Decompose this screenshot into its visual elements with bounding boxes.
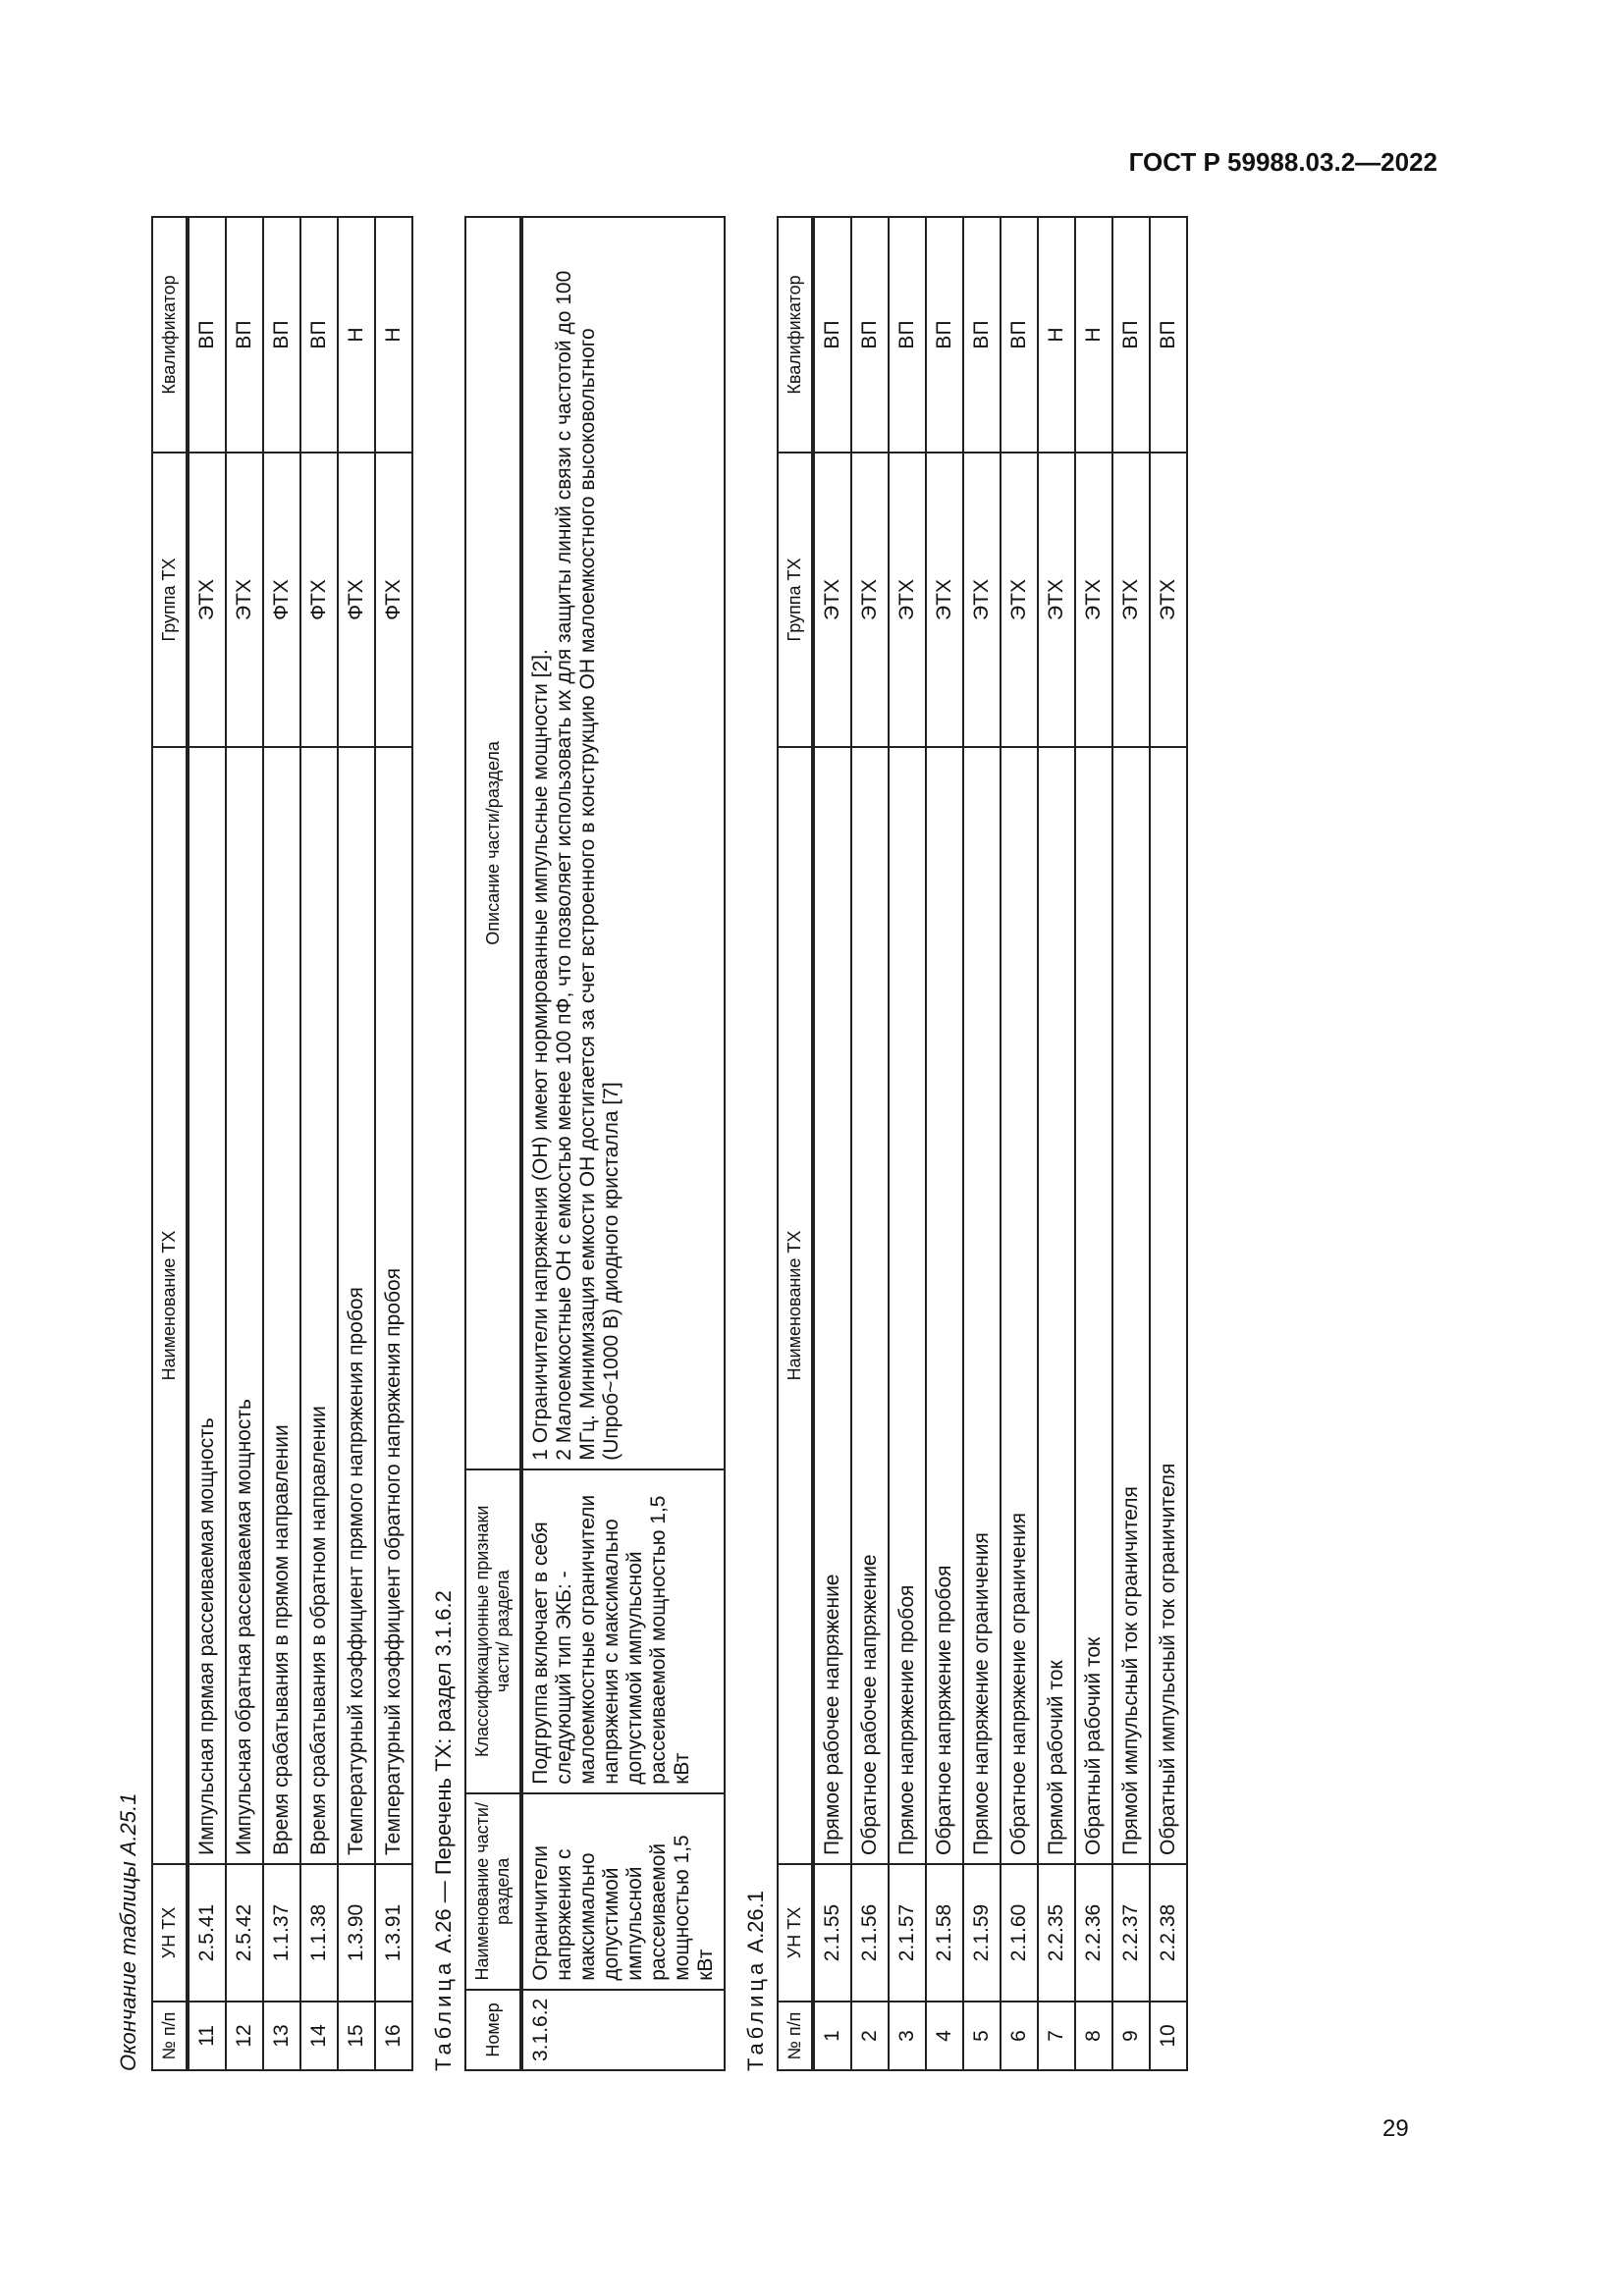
table-cell: 5 [963,2002,1001,2070]
col-header: Классификационные признаки части/ раздела [465,1469,521,1793]
table-cell: Прямое напряжение ограничения [963,747,1001,1864]
table-cell: ВП [889,217,926,453]
table-row [813,217,851,2070]
table-cell: Н [1075,217,1112,453]
table-cell: 2 [851,2002,889,2070]
table-cell: 2.1.56 [851,1864,889,2002]
table-row [851,217,889,2070]
table-cell: Обратное рабочее напряжение [851,747,889,1864]
table-cell: Прямое рабочее напряжение [813,747,851,1864]
section-description [521,217,725,1469]
table-a26-1 [777,216,1188,2071]
col-header: УН ТХ [152,1864,188,2002]
section-features: Подгруппа включает в себя следующий тип ЭКБ: - малоемкостные ограничители напряжения с максимально допустимой импульсной рассеиваемой мощностью 1,5 кВт [521,1469,725,1793]
table-cell: 14 [300,2002,338,2070]
table-cell: ЭТХ [1001,453,1038,747]
table-cell: 1 [813,2002,851,2070]
table-row [375,217,412,2070]
table-cell: ВП [963,217,1001,453]
table-cell: 2.1.58 [926,1864,963,2002]
table-cell: 16 [375,2002,412,2070]
table-cell: Н [1038,217,1075,453]
col-header: Группа ТХ [778,453,813,747]
col-header: Наименование части/ раздела [465,1793,521,1990]
table-cell: ЭТХ [889,453,926,747]
table-cell: Время срабатывания в прямом направлении [263,747,300,1864]
table-cell: 9 [1112,2002,1150,2070]
table-row [300,217,338,2070]
table-cell: ВП [1001,217,1038,453]
table-cell: ФТХ [263,453,300,747]
table-cell: 4 [926,2002,963,2070]
table-cell: Н [375,217,412,453]
table-cell: 2.5.42 [226,1864,263,2002]
table-row [226,217,263,2070]
table-cell: 3 [889,2002,926,2070]
table-cell: ВП [188,217,226,453]
table-row [1001,217,1038,2070]
table-cell: Обратный рабочий ток [1075,747,1112,1864]
table-row [1075,217,1112,2070]
table-cell: ФТХ [300,453,338,747]
table-cell: 12 [226,2002,263,2070]
table-row [963,217,1001,2070]
table-cell: 2.1.57 [889,1864,926,2002]
table-cell: ЭТХ [926,453,963,747]
table-cell: 6 [1001,2002,1038,2070]
table-cell: Обратное напряжение ограничения [1001,747,1038,1864]
table-cell: 1.1.38 [300,1864,338,2002]
table-cell: 2.1.59 [963,1864,1001,2002]
table-cell: ВП [1150,217,1187,453]
table-cell: ВП [813,217,851,453]
table-cell: Обратное напряжение пробоя [926,747,963,1864]
table-cell: 2.5.41 [188,1864,226,2002]
table-cell: Прямой импульсный ток ограничителя [1112,747,1150,1864]
table-cell: 8 [1075,2002,1112,2070]
col-header: Квалификатор [152,217,188,453]
table-cell: Температурный коэффициент обратного напряжения пробоя [375,747,412,1864]
section-name: Ограничители напряжения с максимально допустимой импульсной рассеиваемой мощностью 1,5 кВт [521,1793,725,1990]
table-cell: ЭТХ [1038,453,1075,747]
table-cell: 2.2.35 [1038,1864,1075,2002]
caption-text: А.26 — Перечень ТХ: раздел 3.1.6.2 [431,1590,456,1953]
table-cell: 1.3.91 [375,1864,412,2002]
section-number: 3.1.6.2 [521,1990,725,2070]
table-cell: 2.2.36 [1075,1864,1112,2002]
table-cell: ЭТХ [1150,453,1187,747]
table-row [338,217,375,2070]
col-header: № п/п [778,2002,813,2070]
table-row [1112,217,1150,2070]
caption-prefix: Таблица [743,1958,768,2071]
table-cell: ВП [300,217,338,453]
table-cell: Время срабатывания в обратном направлении [300,747,338,1864]
table-row [188,217,226,2070]
table-cell: Обратный импульсный ток ограничителя [1150,747,1187,1864]
table-cell: 10 [1150,2002,1187,2070]
table-cell: 1.3.90 [338,1864,375,2002]
table-cell: 13 [263,2002,300,2070]
table-cell: 2.1.60 [1001,1864,1038,2002]
table-a25-1-title: Окончание таблицы А.25.1 [116,1792,140,2071]
table-cell: Температурный коэффициент прямого напряжения пробоя [338,747,375,1864]
table-cell: ЭТХ [1112,453,1150,747]
col-header: № п/п [152,2002,188,2070]
table-cell: ФТХ [375,453,412,747]
table-cell: 7 [1038,2002,1075,2070]
table-a25-1 [151,216,413,2071]
table-cell: 11 [188,2002,226,2070]
table-cell: ЭТХ [963,453,1001,747]
col-header: Группа ТХ [152,453,188,747]
page-number: 29 [1382,2115,1409,2142]
table-cell: Н [338,217,375,453]
table-cell: ВП [851,217,889,453]
table-row [521,217,725,2070]
table-cell: ВП [1112,217,1150,453]
table-cell: Импульсная прямая рассеиваемая мощность [188,747,226,1864]
table-cell: ВП [926,217,963,453]
table-cell: Прямое напряжение пробоя [889,747,926,1864]
table-a26-caption [431,216,457,2071]
rotated-page-content [116,216,1188,2071]
document-header: ГОСТ Р 59988.03.2—2022 [1128,147,1437,177]
table-cell: ВП [226,217,263,453]
table-a26 [464,216,726,2071]
table-cell: 15 [338,2002,375,2070]
col-header: Номер [465,1990,521,2070]
table-cell: 2.1.55 [813,1864,851,2002]
table-cell: 1.1.37 [263,1864,300,2002]
caption-prefix: Таблица [431,1958,456,2071]
table-cell: ЭТХ [188,453,226,747]
table-cell: 2.2.38 [1150,1864,1187,2002]
table-row [889,217,926,2070]
table-cell: 2.2.37 [1112,1864,1150,2002]
table-cell: ФТХ [338,453,375,747]
table-row [1150,217,1187,2070]
col-header: УН ТХ [778,1864,813,2002]
table-cell: ЭТХ [226,453,263,747]
table-row [1038,217,1075,2070]
table-a26-1-caption [743,216,769,2071]
description-item: 1 Ограничители напряжения (ОН) имеют нормированные импульсные мощности [2]. [529,649,552,1461]
caption-text: А.26.1 [743,1891,768,1953]
table-cell: ЭТХ [813,453,851,747]
col-header: Квалификатор [778,217,813,453]
table-cell: ЭТХ [851,453,889,747]
table-cell: ЭТХ [1075,453,1112,747]
col-header: Наименование ТХ [778,747,813,1864]
description-item: 2 Малоемкостные ОН с емкостью менее 100 пФ, что позволяет использовать их для защиты линий связи с частотой до 100 МГц. Минимизация емкости ОН достигается за счет встроенного в конструкцию ОН малоемкостного высоковольтного (Uпроб~1000 В) диодного кристалла [7] [553,270,623,1461]
col-header: Наименование ТХ [152,747,188,1864]
table-cell: Прямой рабочий ток [1038,747,1075,1864]
table-row [263,217,300,2070]
table-cell: ВП [263,217,300,453]
table-cell: Импульсная обратная рассеиваемая мощность [226,747,263,1864]
col-header: Описание части/раздела [465,217,521,1469]
table-row [926,217,963,2070]
